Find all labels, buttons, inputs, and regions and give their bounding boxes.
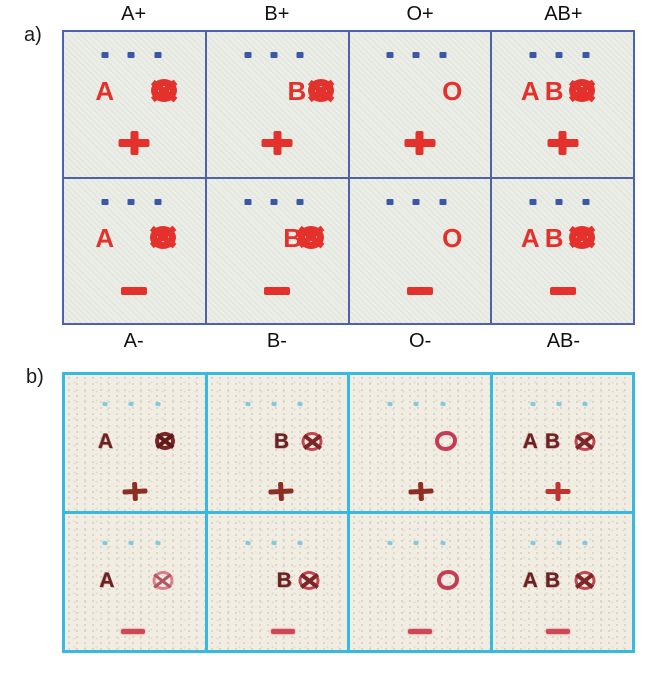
test-card-AB+ — [493, 375, 633, 511]
letter-B: B — [544, 76, 564, 106]
reference-dot-icon — [413, 52, 420, 58]
reference-dot-icon — [244, 52, 251, 58]
reference-dot-icon — [103, 402, 109, 407]
rh-positive-sign — [547, 131, 578, 155]
panel-a-label: a) — [24, 24, 42, 46]
rh-negative-sign — [264, 287, 290, 295]
rh-negative-sign — [408, 629, 432, 634]
letter-O: O — [442, 222, 463, 253]
reference-dot-icon — [388, 541, 394, 546]
reference-dot-icon — [388, 402, 394, 407]
reference-dots — [64, 199, 205, 206]
test-card-O+ — [350, 375, 490, 511]
reference-dot-icon — [556, 541, 562, 546]
letter-A: A — [99, 569, 115, 592]
column-label-o-minus: O- — [409, 330, 432, 352]
test-card-AB+ — [492, 32, 633, 177]
reference-dots — [208, 541, 348, 546]
reference-dots — [493, 541, 633, 546]
crossed-o-icon — [155, 432, 175, 450]
reference-dot-icon — [387, 52, 394, 58]
crossed-o-icon — [150, 226, 176, 249]
column-label-b-plus: B+ — [264, 3, 290, 25]
test-card-B+ — [207, 32, 348, 177]
test-card-O- — [350, 179, 491, 324]
crossed-o-icon — [569, 79, 595, 102]
panel-b-photo-grid — [62, 372, 635, 653]
reference-dots — [350, 541, 490, 546]
rh-positive-sign — [122, 481, 148, 501]
reference-dots — [350, 199, 491, 206]
panel-a-schematic-grid — [62, 30, 635, 325]
letter-B: B — [544, 430, 561, 453]
reference-dot-icon — [270, 52, 277, 58]
test-card-B+ — [208, 375, 348, 511]
reference-dots — [64, 52, 205, 59]
test-card-AB- — [492, 179, 633, 324]
bottom-column-labels — [62, 328, 635, 354]
test-card-B- — [207, 179, 348, 324]
crossed-o-icon — [574, 571, 595, 590]
reference-dot-icon — [440, 52, 447, 58]
reference-dots — [350, 402, 490, 407]
letter-O-ring — [437, 570, 459, 590]
reference-dot-icon — [556, 199, 563, 205]
rh-positive-sign — [119, 131, 150, 155]
letter-B: B — [544, 222, 564, 253]
letter-B: B — [287, 76, 307, 106]
top-column-labels — [62, 1, 635, 27]
reference-dots — [208, 402, 348, 407]
reference-dots — [207, 199, 348, 206]
rh-negative-sign — [121, 629, 145, 634]
panel-b-label: b) — [26, 366, 44, 388]
reference-dot-icon — [530, 402, 536, 407]
reference-dots — [350, 52, 491, 59]
reference-dot-icon — [387, 199, 394, 205]
test-card-AB- — [493, 514, 633, 650]
letter-B: B — [276, 569, 292, 592]
column-label-a-minus: A- — [123, 330, 144, 352]
reference-dots — [493, 402, 633, 407]
rh-negative-sign — [407, 287, 433, 295]
letter-A: A — [97, 430, 114, 453]
rh-negative-sign — [271, 629, 295, 634]
letter-A: A — [95, 76, 115, 106]
reference-dot-icon — [127, 52, 134, 58]
reference-dot-icon — [101, 199, 108, 205]
reference-dot-icon — [583, 402, 589, 407]
test-card-A- — [64, 179, 205, 324]
crossed-o-icon — [308, 79, 334, 102]
test-card-O+ — [350, 32, 491, 177]
reference-dot-icon — [245, 541, 251, 546]
reference-dot-icon — [270, 199, 277, 205]
reference-dot-icon — [154, 199, 161, 205]
reference-dot-icon — [440, 199, 447, 205]
reference-dot-icon — [271, 402, 277, 407]
test-card-B- — [208, 514, 348, 650]
test-card-A+ — [65, 375, 205, 511]
reference-dot-icon — [128, 402, 134, 407]
test-card-O- — [350, 514, 490, 650]
reference-dot-icon — [440, 541, 446, 546]
reference-dot-icon — [297, 199, 304, 205]
reference-dot-icon — [530, 199, 537, 205]
crossed-o-icon — [151, 79, 177, 102]
letter-B: B — [544, 569, 561, 592]
reference-dot-icon — [583, 541, 589, 546]
reference-dots — [65, 541, 205, 546]
crossed-o-icon — [574, 432, 595, 451]
reference-dot-icon — [155, 541, 161, 546]
crossed-o-icon — [569, 226, 595, 249]
rh-negative-sign — [546, 629, 570, 634]
rh-positive-sign — [262, 131, 293, 155]
column-label-ab-minus: AB- — [546, 330, 581, 352]
letter-A: A — [522, 430, 538, 453]
letter-A: A — [520, 222, 540, 253]
reference-dot-icon — [101, 52, 108, 58]
rh-negative-sign — [550, 287, 576, 295]
rh-positive-sign — [546, 482, 571, 501]
column-label-a-plus: A+ — [121, 3, 147, 25]
reference-dots — [492, 52, 633, 59]
reference-dot-icon — [530, 52, 537, 58]
reference-dot-icon — [297, 52, 304, 58]
reference-dot-icon — [582, 52, 589, 58]
column-label-b-minus: B- — [266, 330, 287, 352]
rh-positive-sign — [404, 131, 435, 155]
reference-dots — [492, 199, 633, 206]
reference-dot-icon — [413, 402, 419, 407]
letter-A: A — [95, 222, 115, 253]
reference-dot-icon — [245, 402, 251, 407]
crossed-o-icon — [299, 571, 320, 590]
reference-dots — [207, 52, 348, 59]
crossed-o-icon — [152, 571, 173, 590]
letter-O-ring — [435, 431, 457, 451]
reference-dot-icon — [154, 52, 161, 58]
reference-dot-icon — [103, 541, 109, 546]
reference-dot-icon — [128, 541, 134, 546]
reference-dot-icon — [271, 541, 277, 546]
reference-dot-icon — [244, 199, 251, 205]
crossed-o-icon — [302, 432, 323, 451]
column-label-ab-plus: AB+ — [544, 3, 583, 25]
crossed-o-icon — [298, 226, 324, 249]
letter-B: B — [283, 222, 302, 253]
reference-dot-icon — [413, 199, 420, 205]
rh-negative-sign — [121, 287, 147, 295]
reference-dot-icon — [440, 402, 446, 407]
letter-A: A — [520, 76, 540, 106]
reference-dot-icon — [556, 402, 562, 407]
test-card-A+ — [64, 32, 205, 177]
reference-dots — [65, 402, 205, 407]
reference-dot-icon — [127, 199, 134, 205]
column-label-o-plus: O+ — [406, 3, 434, 25]
reference-dot-icon — [530, 541, 536, 546]
reference-dot-icon — [413, 541, 419, 546]
letter-O: O — [442, 76, 463, 106]
reference-dot-icon — [298, 541, 304, 546]
reference-dot-icon — [582, 199, 589, 205]
reference-dot-icon — [298, 402, 304, 407]
rh-positive-sign — [408, 481, 434, 501]
reference-dot-icon — [556, 52, 563, 58]
letter-A: A — [522, 569, 538, 592]
test-card-A- — [65, 514, 205, 650]
reference-dot-icon — [155, 402, 161, 407]
rh-positive-sign — [268, 481, 294, 501]
letter-B: B — [273, 430, 290, 453]
